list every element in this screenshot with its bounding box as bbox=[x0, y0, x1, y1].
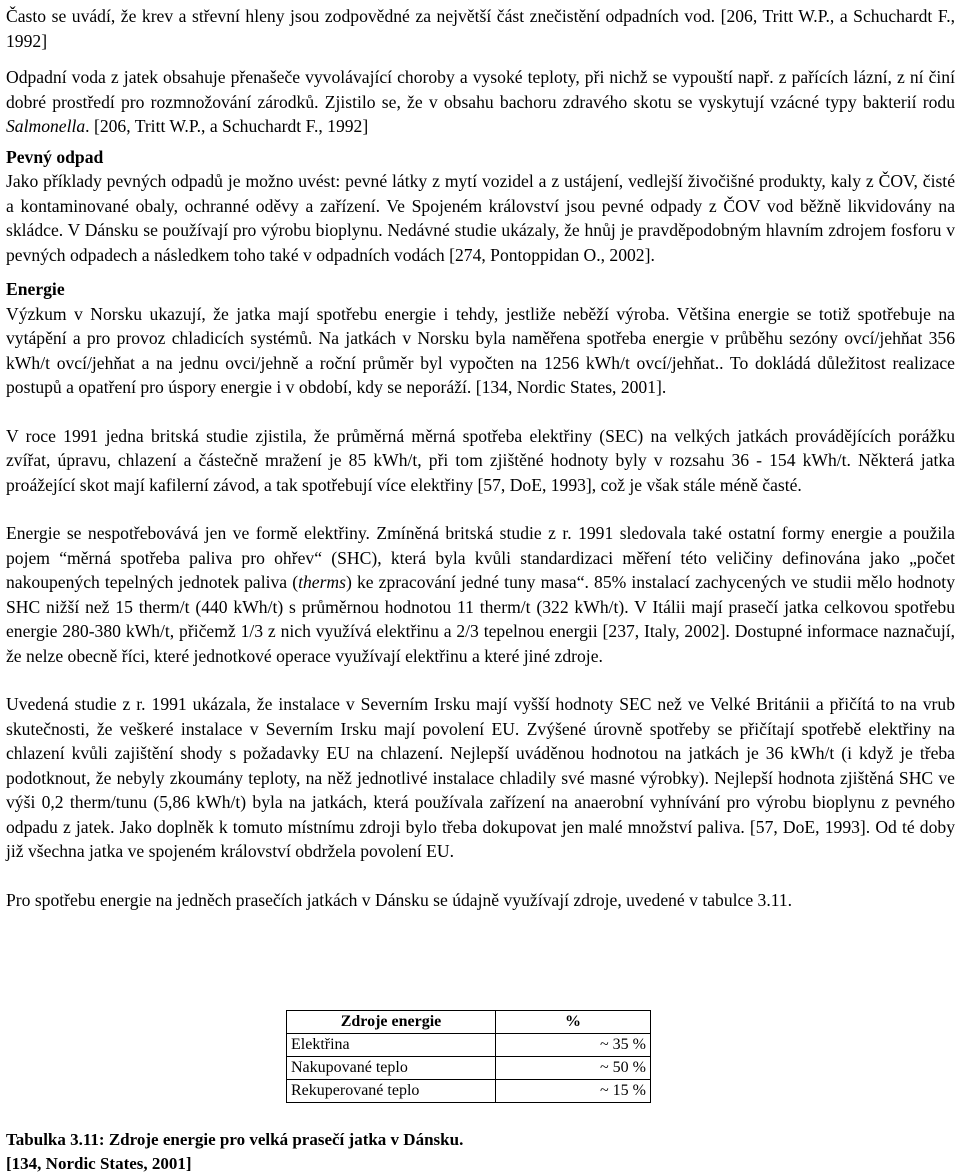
paragraph-wastewater bbox=[6, 65, 955, 139]
paragraph-shc bbox=[6, 521, 955, 668]
table-caption bbox=[6, 1128, 463, 1176]
table-header-cell: Zdroje energie bbox=[287, 1011, 496, 1034]
table-cell-percent: ~ 50 % bbox=[496, 1057, 651, 1080]
energy-sources-table bbox=[286, 1010, 651, 1103]
table-cell-source: Elektřina bbox=[287, 1034, 496, 1057]
table-cell-percent: ~ 15 % bbox=[496, 1080, 651, 1103]
text-span: . [206, Tritt W.P., a Schuchardt F., 1992] bbox=[85, 116, 369, 136]
table-header-cell: % bbox=[496, 1011, 651, 1034]
table-row bbox=[287, 1034, 651, 1057]
text-span: Odpadní voda z jatek obsahuje přenašeče vyvolávající choroby a vysoké teploty, při nichž se vypouští např. z pařících lázní, z ní činí dobré prostředí pro rozmnožování zárodků. Zjistilo se, že v obsahu bachoru zdravého skotu se vyskytují vzácné typy bakterií rodu bbox=[6, 67, 955, 112]
document-page bbox=[6, 4, 955, 912]
italic-salmonella: Salmonella bbox=[6, 116, 86, 136]
caption-source: [134, Nordic States, 2001] bbox=[6, 1154, 192, 1173]
italic-therms: therms bbox=[298, 572, 346, 592]
text-span: ) ke zpracování jedné tuny masa“. 85% instalací zachycených ve studii mělo hodnoty SHC nižší než 15 therm/t (440 kWh/t) s průměrnou hodnotou 11 therm/t (322 kWh/t). V Itálii mají prasečí jatka celkovou spotřebu energie 280-380 kWh/t, přičemž 1/3 z nich využívá elektřinu a 2/3 tepelnou energii [237, Italy, 2002]. Dostupné informace naznačují, že nelze obecně říci, které jednotkové operace využívají elektřinu a které jiné zdroje. bbox=[6, 572, 955, 666]
heading-energy: Energie bbox=[6, 279, 65, 299]
paragraph-blood-mucus: Často se uvádí, že krev a střevní hleny jsou zodpovědné za největší část znečistění odpadních vod. [206, Tritt W.P., a Schuchardt F., 1992] bbox=[6, 6, 955, 51]
heading-solid-waste: Pevný odpad bbox=[6, 146, 104, 167]
table-row bbox=[287, 1057, 651, 1080]
paragraph-denmark: Pro spotřebu energie na jedněch prasečích jatkách v Dánsku se údajně využívají zdroje, uvedené v tabulce 3.11. bbox=[6, 889, 793, 910]
paragraph-northern-ireland: Uvedená studie z r. 1991 ukázala, že instalace v Severním Irsku mají vyšší hodnoty SEC než ve Velké Británii a přičítá to na vrub skutečnosti, že veškeré instalace v Severním Irsku mají povolení EU. Zvýšené úrovně spotřeby se přičítají spotřebě elektřiny na chlazení kvůli zajištění shody s požadavky EU na chlazení. Nejlepší uváděnou hodnotou na jatkách je 36 kWh/t (i když je třeba podotknout, že nebyly zkoumány teploty, na něž jednotlivé instalace chladily své masné výrobky). Nejlepší hodnota zjištěná SHC ve výši 0,2 therm/tunu (5,86 kWh/t) byla na jatkách, která používala zařízení na anaerobní vyhnívání pro výrobu bioplynu z pevného odpadu z jatek. Jako doplněk k tomuto místnímu zdroji bylo třeba dokupovat jen malé množství paliva. [57, DoE, 1993]. Od té doby již všechna jatka ve spojeném království obdržela povolení EU. bbox=[6, 694, 955, 861]
paragraph-solid-waste: Jako příklady pevných odpadů je možno uvést: pevné látky z mytí vozidel a z ustájení, vedlejší živočišné produkty, kaly z ČOV, čisté a kontaminované obaly, ochranné oděvy a zařízení. Ve Spojeném království jsou pevné odpady z ČOV vod běžně likvidovány na skládce. V Dánsku se používají pro výrobu bioplynu. Nedávné studie ukázaly, že hnůj je pravděpodobným hlavním zdrojem fosforu v pevných odpadech a následkem toho také v odpadních vodách [274, Pontoppidan O., 2002]. bbox=[6, 171, 955, 265]
table-cell-percent: ~ 35 % bbox=[496, 1034, 651, 1057]
caption-title: Tabulka 3.11: Zdroje energie pro velká prasečí jatka v Dánsku. bbox=[6, 1130, 464, 1149]
table-header-row bbox=[287, 1011, 651, 1034]
paragraph-norway-energy: Výzkum v Norsku ukazují, že jatka mají spotřebu energie i tehdy, jestliže neběží výroba. Většina energie se totiž spotřebuje na vytápění a pro provoz chladicích systémů. Na jatkách v Norsku byla naměřena spotřeba energie v průběhu sezóny ovcí/jehňat 356 kWh/t ovcí/jehňat a na jednu ovci/jehně a roční průměr byl vypočten na 1256 kWh/t ovcí/jehňat.. To dokládá důležitost realizace postupů a opatření pro úspory energie i v období, kdy se neporáží. [134, Nordic States, 2001]. bbox=[6, 303, 955, 397]
text-span: Energie se nespotřebovává jen ve formě elektřiny. Zmíněná britská studie z r. 1991 sledovala také ostatní formy energie a použila pojem “měrná spotřeba paliva pro ohřev“ (SHC), která byla kvůli standardizaci měření této veličiny definována jako „počet nakoupených tepelných jednotek paliva ( bbox=[6, 523, 955, 592]
table-row bbox=[287, 1080, 651, 1103]
table-cell-source: Rekuperované teplo bbox=[287, 1080, 496, 1103]
table-cell-source: Nakupované teplo bbox=[287, 1057, 496, 1080]
paragraph-british-study: V roce 1991 jedna britská studie zjistila, že průměrná měrná spotřeba elektřiny (SEC) na velkých jatkách provádějících porážku zvířat, úpravu, chlazení a částečně mražení je 85 kWh/t, při tom zjištěné hodnoty byly v rozsahu 36 - 154 kWh/t. Některá jatka proážející skot mají kafilerní závod, a tak spotřebují více elektřiny [57, DoE, 1993], což je však stále méně časté. bbox=[6, 425, 955, 495]
